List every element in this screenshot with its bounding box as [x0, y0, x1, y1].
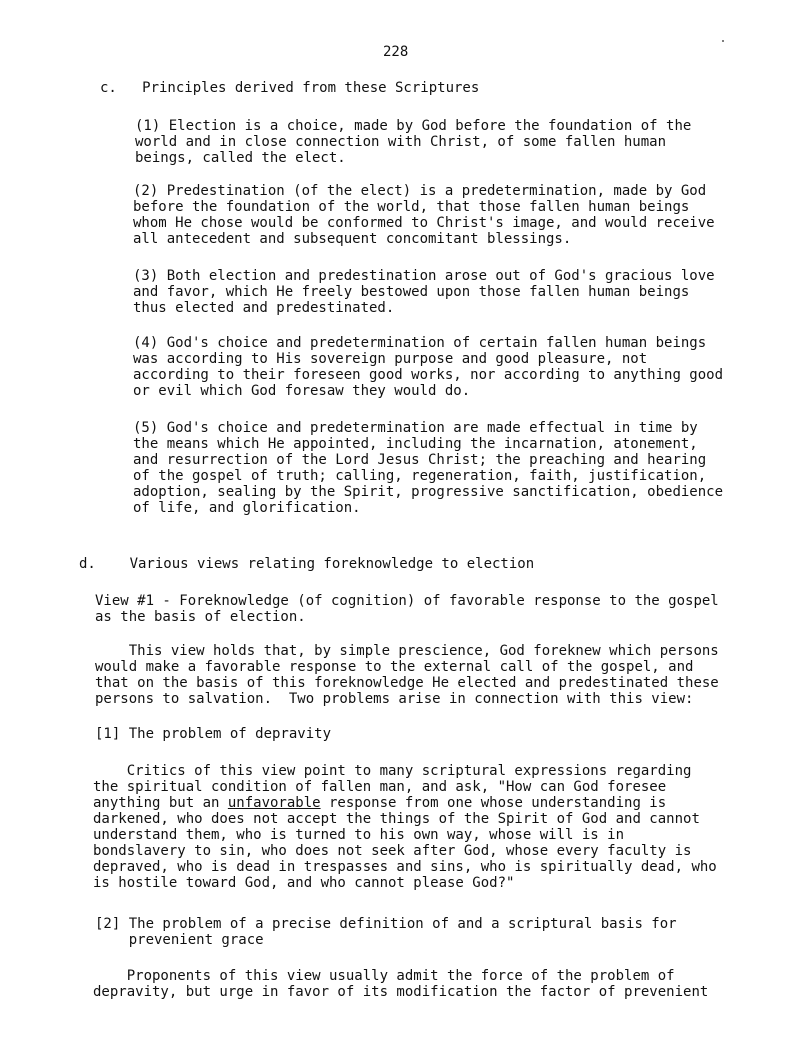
principle-2: (2) Predestination (of the elect) is a predetermination, made by God before the foundation of the world, that those fallen human beings whom He chose would be conformed to Christ's image, and would receive all antecedent and subsequent concomitant blessings. [133, 183, 715, 247]
problem-2-title: [2] The problem of a precise definition of and a scriptural basis for prevenient grace [95, 916, 677, 948]
principle-5: (5) God's choice and predetermination are made effectual in time by the means which He appointed, including the incarnation, atonement, and resurrection of the Lord Jesus Christ; the preaching and hearing of the gospel of truth; calling, regeneration, faith, justification, adoption, sealing by the Spirit, progressive sanctification, obedience of life, and glorification. [133, 420, 724, 516]
problem-1-body: Critics of this view point to many scriptural expressions regarding the spiritual condition of fallen man, and ask, "How can God foresee anything but an unfavorable response from one whose understanding is darkened, who does not accept the things of the Spirit of God and cannot understand them, who is turned to his own way, whose will is in bondslavery to sin, who does not seek after God, whose every faculty is depraved, who is dead in trespasses and sins, who is spiritually dead, who is hostile toward God, and who cannot please God?" [93, 763, 717, 891]
principle-1: (1) Election is a choice, made by God before the foundation of the world and in close connection with Christ, of some fallen human beings, called the elect. [135, 118, 692, 166]
underlined-word: unfavorable [227, 795, 321, 811]
problem-2-body: Proponents of this view usually admit the force of the problem of depravity, but urge in favor of its modification the factor of prevenient [93, 968, 709, 1000]
section-c-heading: c. Principles derived from these Scriptures [100, 80, 480, 96]
section-d-heading: d. Various views relating foreknowledge to election [79, 556, 535, 572]
view-1-title: View #1 - Foreknowledge (of cognition) of favorable response to the gospel as the basis of election. [95, 593, 719, 625]
page-number: 228 [383, 44, 409, 60]
principle-4: (4) God's choice and predetermination of certain fallen human beings was according to His sovereign purpose and good pleasure, not according to their foreseen good works, nor according to anything good or evil which God foresaw they would do. [133, 335, 724, 399]
problem-1-title: [1] The problem of depravity [95, 726, 332, 742]
stray-mark [722, 40, 724, 42]
principle-3: (3) Both election and predestination arose out of God's gracious love and favor, which He freely bestowed upon those fallen human beings thus elected and predestinated. [133, 268, 715, 316]
view-1-body: This view holds that, by simple prescience, God foreknew which persons would make a favorable response to the external call of the gospel, and that on the basis of this foreknowledge He elected and predestinated these persons to salvation. Two problems arise in connection with this view: [95, 643, 719, 707]
